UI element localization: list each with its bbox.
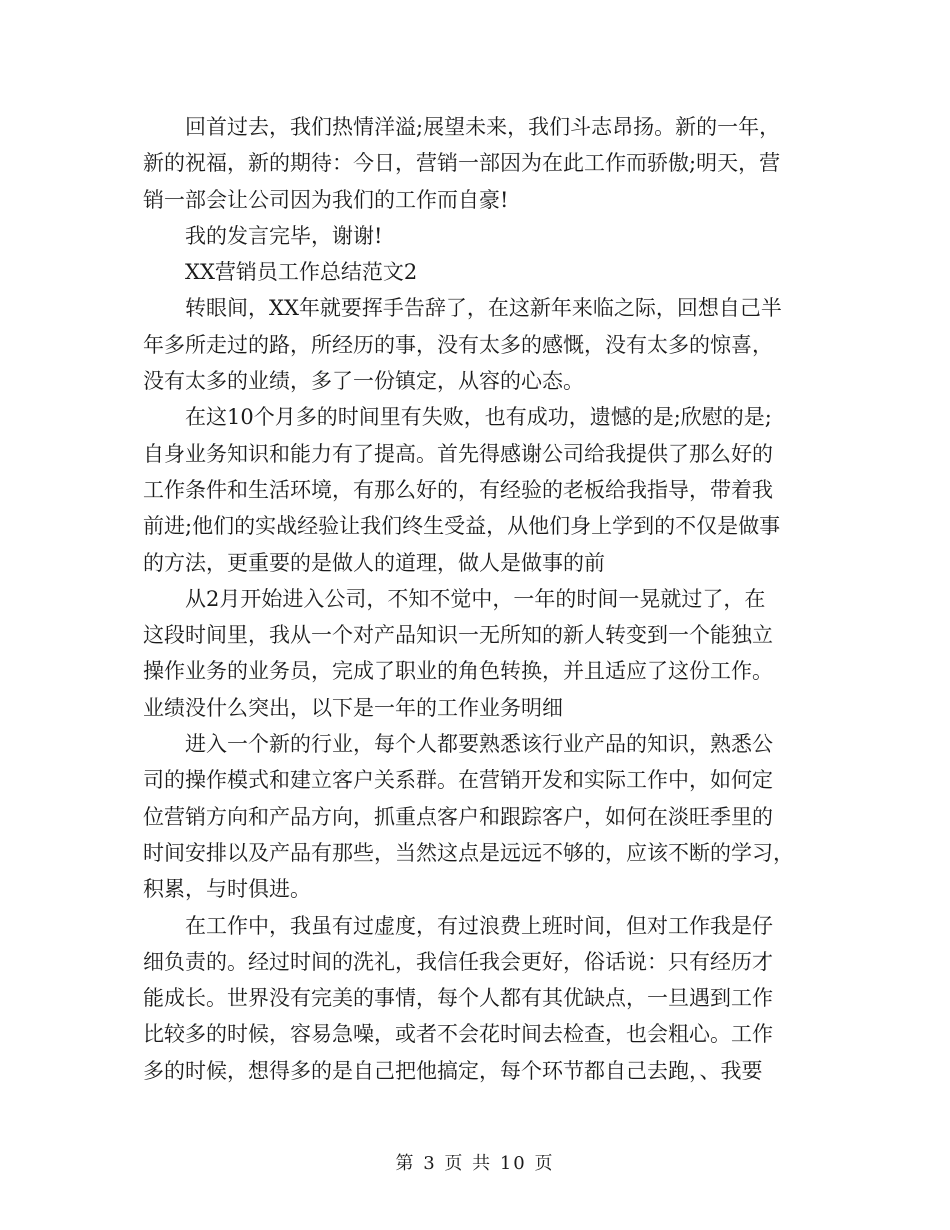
paragraph-line: 年多所走过的路，所经历的事，没有太多的感慨，没有太多的惊喜， [143,332,773,357]
paragraph-line: 进入一个新的行业，每个人都要熟悉该行业产品的知识，熟悉公 [185,732,773,757]
paragraph-line: 能成长。世界没有完美的事情，每个人都有其优缺点，一旦遇到工作 [143,986,773,1011]
paragraph-line: 比较多的时候，容易急噪，或者不会花时间去检查，也会粗心。工作 [143,1022,773,1047]
paragraph-line: 这段时间里，我从一个对产品知识一无所知的新人转变到一个能独立 [143,623,773,648]
paragraph-line: 的方法，更重要的是做人的道理，做人是做事的前 [143,550,605,575]
paragraph-line: 没有太多的业绩，多了一份镇定，从容的心态。 [143,369,584,394]
paragraph-line: 时间安排以及产品有那些，当然这点是远远不够的，应该不断的学习， [143,840,794,865]
paragraph-line: 多的时候，想得多的是自己把他搞定，每个环节都自己去跑，、我要 [143,1058,763,1083]
paragraph-line: 回首过去，我们热情洋溢;展望未来，我们斗志昂扬。新的一年， [185,115,781,139]
paragraph-line: 自身业务知识和能力有了提高。首先得感谢公司给我提供了那么好的 [143,441,773,466]
paragraph-line: 细负责的。经过时间的洗礼，我信任我会更好，俗话说：只有经历才 [143,949,773,974]
paragraph-line: 积累，与时俱进。 [143,877,311,902]
page-number-footer: 第 3 页 共 10 页 [395,1153,555,1174]
paragraph-line: 在工作中，我虽有过虚度，有过浪费上班时间，但对工作我是仔 [185,913,773,938]
paragraph-line: 从2月开始进入公司，不知不觉中，一年的时间一晃就过了，在 [185,586,766,611]
paragraph-line: 司的操作模式和建立客户关系群。在营销开发和实际工作中，如何定 [143,768,773,793]
paragraph-line: 前进;他们的实战经验让我们终生受益，从他们身上学到的不仅是做事 [143,514,781,539]
paragraph-line: 工作条件和生活环境，有那么好的，有经验的老板给我指导，带着我 [143,477,773,502]
paragraph-line: 我的发言完毕，谢谢! [185,223,383,248]
paragraph-line: 新的祝福，新的期待：今日，营销一部因为在此工作而骄傲;明天，营 [143,151,781,176]
paragraph-line: 销一部会让公司因为我们的工作而自豪! [143,187,509,212]
paragraph-line: 业绩没什么突出，以下是一年的工作业务明细 [143,695,563,720]
paragraph-line: 转眼间，XX年就要挥手告辞了，在这新年来临之际，回想自己半 [185,296,782,321]
document-body [143,109,807,1089]
paragraph-line: 在这10个月多的时间里有失败，也有成功，遗憾的是;欣慰的是; [185,405,772,430]
paragraph-line: 操作业务的业务员，完成了职业的角色转换，并且适应了这份工作。 [143,659,773,684]
section-heading: XX营销员工作总结范文2 [185,260,418,285]
paragraph-line: 位营销方向和产品方向，抓重点客户和跟踪客户，如何在淡旺季里的 [143,804,773,829]
